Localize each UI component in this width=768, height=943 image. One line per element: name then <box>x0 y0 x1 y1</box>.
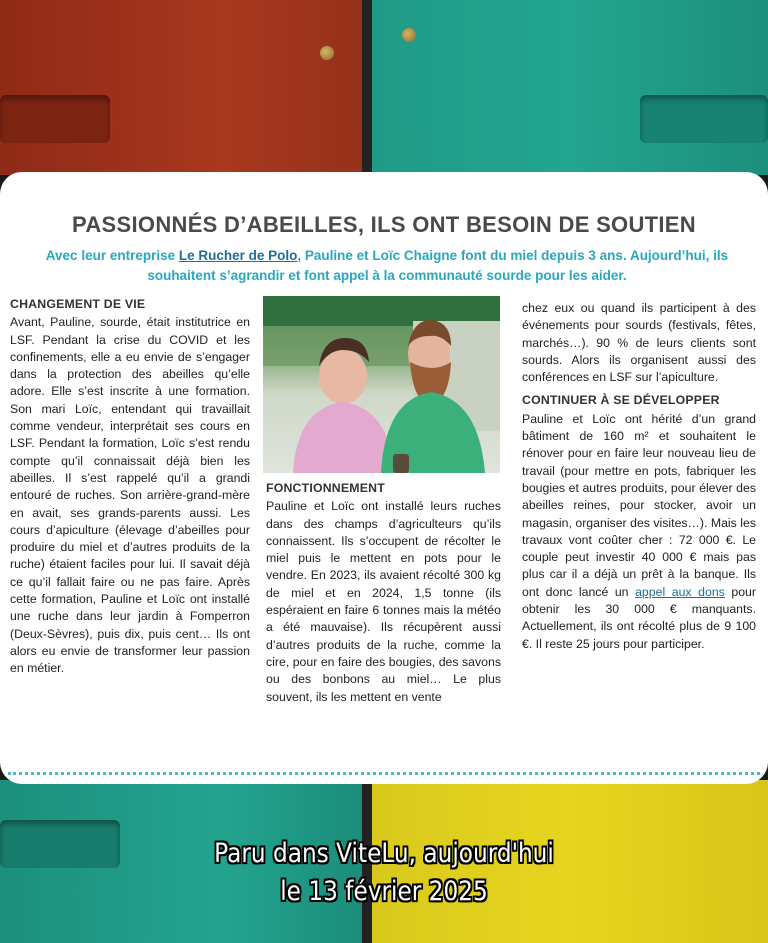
developper-text-2: pour obtenir les 30 000 € manquants. Actuellement, ils ont récolté plus de 9 100 €. Il reste 25 jours pour participer. <box>522 584 756 651</box>
article-subtitle <box>22 246 752 286</box>
caption-line-1: Paru dans ViteLu, aujourd'hui <box>214 838 554 869</box>
subtitle-text-rest: , Pauline et Loïc Chaigne font du miel depuis 3 ans. Aujourd’hui, ils souhaitent s’agrandir et font appel à la communauté sourde pour les aider. <box>147 248 729 283</box>
column-left <box>10 296 250 678</box>
section-heading-developper: CONTINUER À SE DÉVELOPPER <box>522 393 720 408</box>
red-beehive-box <box>0 0 370 175</box>
column-right <box>522 300 756 653</box>
developper-text-1: Pauline et Loïc ont hérité d’un grand bâtiment de 160 m² et souhaitent le rénover pour en faire leur nouveau lieu de travail (pour mettre en pots, fabriquer les bougies et autres produits, pour élever des abeilles reines, pour stocker, avoir un magasin, organiser des visites…). Mais les travaux vont coûter cher : 72 000 €. Le couple peut investir 40 000 € mais pas plus car il a déjà un prêt à la banque. Ils ont donc lancé un <box>522 411 756 599</box>
appel-aux-dons-link[interactable]: appel aux dons <box>635 584 725 599</box>
teal-beehive-box-top <box>370 0 768 175</box>
column-middle <box>266 480 501 706</box>
section-heading-changement: CHANGEMENT DE VIE <box>10 297 146 311</box>
section-text-developper <box>522 411 756 653</box>
publication-caption <box>54 835 714 911</box>
section-text-fonctionnement: Pauline et Loïc ont installé leurs ruches dans des champs d’agriculteurs qu’ils connaissent. Ils s’occupent de récolter le miel puis le mettent en pots pour le vendre. En 2023, ils avaient récolté 300 kg de miel et en 2024, 1,5 tonne (ils espéraient en faire 6 tonnes mais la météo a été mauvaise). Ils récupèrent aussi d’autres produits de la ruche, comme la cire, pour en faire des bougies, des savons ou des bonbons au miel… Le plus souvent, ils les mettent en vente <box>266 499 501 704</box>
couple-photo <box>263 296 500 473</box>
subtitle-text: Avec leur entreprise <box>45 248 179 263</box>
section-text-changement: Avant, Pauline, sourde, était institutrice en LSF. Pendant la crise du COVID et les confinements, elle a eu envie de s’engager dans la protection des abeilles qu’elle adore. Elle s’est inscrite à une formation. Son mari Loïc, entendant qui travaillait comme vendeur, interprétait ses cours en LSF. Pendant la formation, Loïc s’est rendu compte qu’il connaissait déjà bien les abeilles. Il s’est rappelé qu’il a grandi entouré de ruches. Son arrière-grand-mère en avait, ses grands-parents aussi. Les cours d’apiculture (élevage d’abeilles pour produire du miel et d’autres produits de la ruche) étaient faciles pour lui. Il savait déjà ce qu’il fallait faire ou ne pas faire. Après cette formation, Pauline et Loïc ont installé une ruche dans leur jardin à Fomperron (Deux-Sèvres), puis dix, puis cent… Ils ont alors eu envie de transformer leur passion en métier. <box>10 315 250 676</box>
dotted-divider <box>8 772 760 775</box>
rucher-de-polo-link[interactable]: Le Rucher de Polo <box>178 248 298 263</box>
section-heading-fonctionnement: FONCTIONNEMENT <box>266 481 385 495</box>
article-card <box>0 172 768 784</box>
caption-line-2: le 13 février 2025 <box>280 876 488 907</box>
screw-icon <box>402 28 416 42</box>
red-hive-handle <box>0 95 110 143</box>
section-text-suite: chez eux ou quand ils participent à des événements pour sourds (festivals, fêtes, marchés…). 90 % de leurs clients sont sourds. Alors ils organisent aussi des conférences en LSF sur l’apiculture. <box>522 301 756 385</box>
screw-icon <box>320 46 334 60</box>
teal-hive-handle <box>640 95 768 143</box>
article-title: PASSIONNÉS D’ABEILLES, ILS ONT BESOIN DE SOUTIEN <box>72 212 696 237</box>
